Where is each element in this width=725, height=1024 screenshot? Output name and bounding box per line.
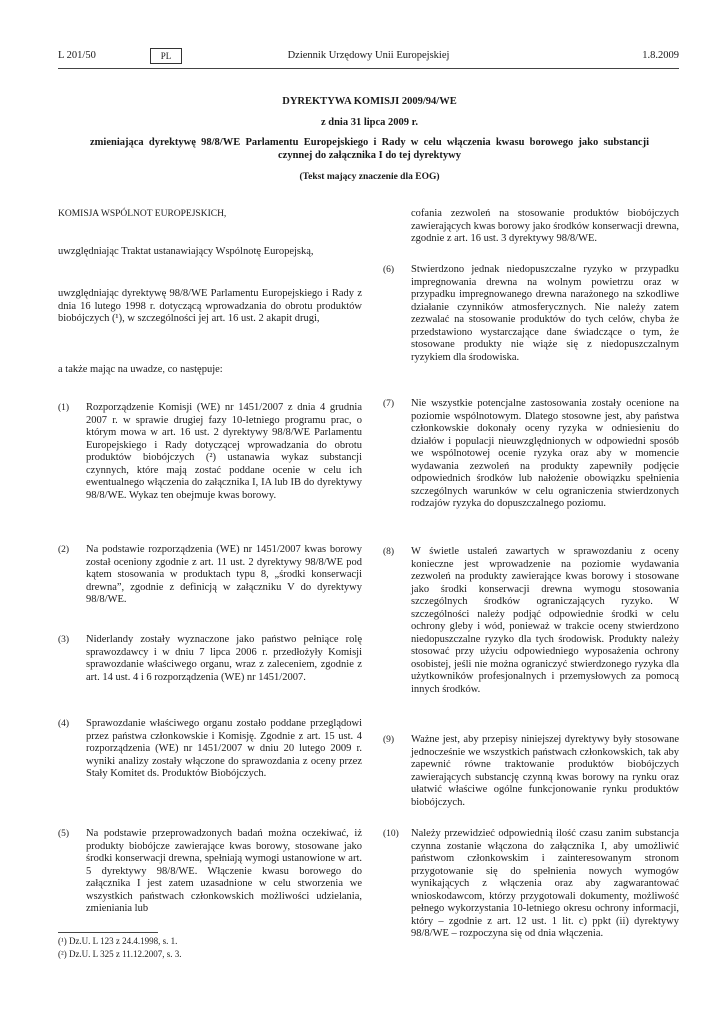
- recital-2: [58, 544, 362, 614]
- journal-title: Dziennik Urzędowy Unii Europejskiej: [287, 50, 450, 61]
- preamble-treaty: uwzględniając Traktat ustanawiający Wspólnotę Europejską,: [58, 246, 314, 257]
- language-badge: PL: [150, 48, 182, 64]
- recital-number: (6): [383, 265, 395, 275]
- recital-number: (1): [58, 403, 70, 413]
- recital-number: (7): [383, 399, 395, 409]
- footnote-2: (²) Dz.U. L 325 z 11.12.2007, s. 3.: [58, 949, 182, 959]
- recital-number: (8): [383, 547, 395, 557]
- eea-relevance-note: (Tekst mający znaczenie dla EOG): [299, 172, 440, 182]
- preamble-commission: KOMISJA WSPÓLNOT EUROPEJSKICH,: [58, 209, 227, 219]
- directive-date: z dnia 31 lipca 2009 r.: [320, 117, 419, 128]
- page-header: [58, 50, 679, 66]
- preamble-directive: uwzględniając dyrektywę 98/8/WE Parlamentu Europejskiego i Rady z dnia 16 lutego 1998 r. dotyczącą wprowadzania do obrotu produktów biobójczych (¹), w szczególności jej art. 16 ust. 2 akapit drugi,: [58, 288, 362, 324]
- directive-subject: zmieniająca dyrektywę 98/8/WE Parlamentu Europejskiego i Rady w celu włączenia kwasu borowego jako substancji czynnej do załącznika I do tej dyrektywy: [90, 137, 649, 161]
- recital-3: [58, 634, 362, 694]
- recital-text: Niderlandy zostały wyznaczone jako państwo pełniące rolę sprawozdawcy i w dniu 7 lipca 2006 r. przedłożyły Komisji sprawozdanie właściwego organu, wraz z zaleceniem, zgodnie z art. 14 ust. 4 i 6 rozporządzenia (WE) nr 1451/2007.: [86, 634, 362, 683]
- recital-text: Nie wszystkie potencjalne zastosowania zostały ocenione na poziomie wspólnotowym. Dlatego stosowne jest, aby państwa członkowskie dokonały oceny ryzyka w odniesieniu do działów i populacji nieuwzględnionych w odpowiedni sposób we wspólnotowej ocenie ryzyka oraz aby w momencie wydawania zezwoleń na produkty zapewniły podjęcie odpowiednich środków lub nałożenie obowiązku spełnienia szczególnych warunków w celu ograniczenia stwierdzonych rodzajów ryzyka do dopuszczalnego poziomu.: [411, 398, 679, 509]
- recital-number: (2): [58, 545, 70, 555]
- header-divider: [58, 68, 679, 69]
- recital-number: (3): [58, 635, 70, 645]
- preamble-whereas: a także mając na uwadze, co następuje:: [58, 364, 223, 375]
- footnote-1: (¹) Dz.U. L 123 z 24.4.1998, s. 1.: [58, 936, 178, 946]
- recital-text: Ważne jest, aby przepisy niniejszej dyrektywy były stosowane jednocześnie we wszystkich państwach członkowskich, tak aby zapewnić równe traktowanie produktów biobójczych zawierających substancję czynną kwas borowy na rynku oraz ułatwić właściwe ogólne funkcjonowanie rynku produktów biobójczych.: [411, 734, 679, 808]
- right-column: [383, 208, 679, 968]
- recital-text: W świetle ustaleń zawartych w sprawozdaniu z oceny konieczne jest wprowadzenie na poziomie wydawania zezwoleń na produkty zawierające kwas borowy i stosowane jako środki konserwacji drewna wymogu stosowania szczególnych środków ograniczających ryzyko. W szczególności należy podjąć odpowiednie środki w celu ochrony gleby i wód, ponieważ w trakcie oceny stwierdzono niedopuszczalne ryzyko dla tych środowisk. Produkty należy stosować przy użyciu odpowiedniego wyposażenia ochrony osobistej, jeśli nie można ograniczyć stwierdzonego ryzyka dla użytkowników profesjonalnych i przemysłowych za pomocą innych środków.: [411, 546, 679, 695]
- recital-text: Rozporządzenie Komisji (WE) nr 1451/2007 z dnia 4 grudnia 2007 r. w sprawie drugiej fazy 10-letniego programu prac, o którym mowa w art. 16 ust. 2 dyrektywy 98/8/WE Parlamentu Europejskiego i Rady dotyczącej wprowadzania do obrotu produktów biobójczych (²) ustanawia wykaz substancji czynnych, które mają zostać poddane ocenie w celu ich ewentualnego włączenia do załącznika I, IA lub IB do dyrektywy 98/8/WE. Wykaz ten obejmuje kwas borowy.: [86, 402, 362, 501]
- recital-text: Na podstawie rozporządzenia (WE) nr 1451/2007 kwas borowy został oceniony zgodnie z art. 11 ust. 2 dyrektywy 98/8/WE pod kątem stosowania w produktach typu 8, „środki konserwacji drewna”, zgodnie z definicją w załączniku V do dyrektywy 98/8/WE.: [86, 544, 362, 605]
- footnote-divider: [58, 932, 158, 933]
- recital-text: Sprawozdanie właściwego organu zostało poddane przeglądowi przez państwa członkowskie i Komisję. Zgodnie z art. 15 ust. 4 rozporządzenia (WE) nr 1451/2007 w dniu 20 lutego 2009 r. wyniki analizy zostały włączone do sprawozdania z oceny przez Stały Komitet ds. Produktów Biobójczych.: [86, 718, 362, 779]
- recital-1: [58, 402, 362, 522]
- recital-5: [58, 828, 362, 926]
- recital-text: cofania zezwoleń na stosowanie produktów biobójczych zawierających kwas borowy jako środków konserwacji drewna, zgodnie z art. 16 ust. 3 dyrektywy 98/8/WE.: [411, 208, 679, 244]
- recital-text: Stwierdzono jednak niedopuszczalne ryzyko w przypadku impregnowania drewna na wolnym powietrzu oraz w przypadku impregnowanego drewna narażonego na szkodliwe działanie czynników atmosferycznych. Nie należy zatem zezwalać na stosowanie produktów do tych celów, chyba że przedstawiono wystarczające dane świadczące o tym, że stosowane produkty nie wiąże się z niedopuszczalnym ryzykiem dla środowiska.: [411, 264, 679, 363]
- recital-4: [58, 718, 362, 793]
- recital-text: Należy przewidzieć odpowiednią ilość czasu zanim substancja czynna zostanie włączona do załącznika I, aby umożliwić państwom członkowskim i zainteresowanym stronom przygotowanie się do spełnienia nowych wymogów wynikających z włączenia oraz aby zagwarantować wnioskodawcom, którzy przygotowali dokumenty, możliwość pełnego wykorzystania 10-letniego okresu ochrony informacji, który – zgodnie z art. 12 ust. 1 lit. c) ppkt (ii) dyrektywy 98/8/WE – rozpoczyna się od dnia włączenia.: [411, 828, 679, 939]
- recital-number: (10): [383, 829, 399, 839]
- left-column: [58, 208, 362, 928]
- recital-number: (5): [58, 829, 70, 839]
- publication-date: 1.8.2009: [642, 50, 679, 61]
- recital-number: (9): [383, 735, 395, 745]
- recital-number: (4): [58, 719, 70, 729]
- recital-text: Na podstawie przeprowadzonych badań można oczekiwać, iż produkty biobójcze zawierające kwas borowy, stosowane jako środki konserwacji drewna, spełniają wymogi ustanowione w art. 5 dyrektywy 98/8/WE. Włączenie kwasu borowego do załącznika I jest zatem uzasadnione w celu stworzenia we wszystkich państwach członkowskich możliwości udzielania, zmieniania lub: [86, 828, 362, 914]
- directive-title: DYREKTYWA KOMISJI 2009/94/WE: [282, 96, 457, 107]
- page-number: L 201/50: [58, 50, 96, 61]
